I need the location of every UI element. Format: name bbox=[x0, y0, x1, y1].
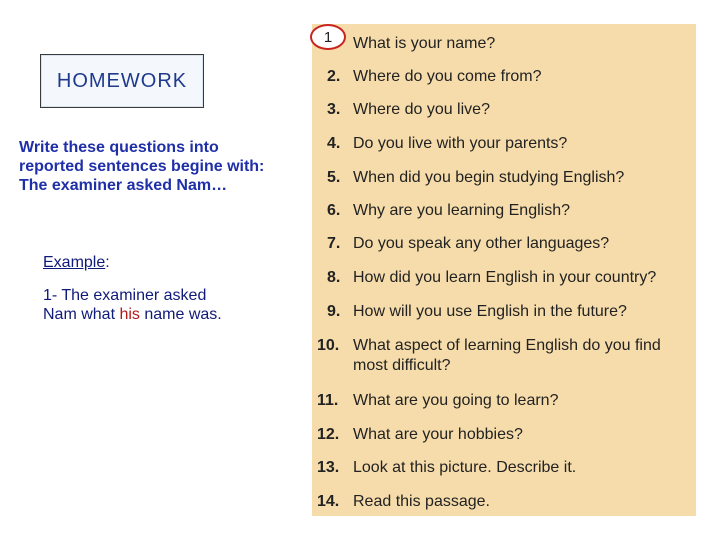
question-text: Look at this picture. Describe it. bbox=[353, 459, 577, 476]
question-number: 2. bbox=[327, 68, 341, 85]
question-number: 3. bbox=[327, 101, 341, 118]
question-text: How will you use English in the future? bbox=[353, 303, 627, 320]
example-heading bbox=[43, 254, 110, 272]
question-text: What are you going to learn? bbox=[353, 392, 559, 409]
question-text: When did you begin studying English? bbox=[353, 169, 625, 186]
question-number: 6. bbox=[327, 202, 341, 219]
example-answer bbox=[43, 286, 293, 324]
question-text: Do you live with your parents? bbox=[353, 135, 568, 152]
question-number: 11. bbox=[317, 392, 339, 409]
instruction-line: The examiner asked Nam… bbox=[19, 177, 228, 194]
example-line-1: 1- The examiner asked bbox=[43, 287, 207, 304]
example-label: Example bbox=[43, 254, 106, 271]
question-number: 12. bbox=[317, 426, 340, 443]
question-text: Where do you live? bbox=[353, 101, 490, 118]
question-number: 10. bbox=[317, 337, 340, 354]
homework-title-box bbox=[40, 54, 204, 108]
question-number: 9. bbox=[327, 303, 341, 320]
question-number: 8. bbox=[327, 269, 341, 286]
question-number: 14. bbox=[317, 493, 340, 510]
example-highlight-word: his bbox=[119, 306, 140, 323]
question-text: What are your hobbies? bbox=[353, 426, 523, 443]
question-text: Where do you come from? bbox=[353, 68, 542, 85]
instruction-line: Write these questions into bbox=[19, 139, 219, 156]
homework-title: HOMEWORK bbox=[56, 69, 188, 92]
question-text: What is your name? bbox=[353, 35, 496, 52]
question-text: Why are you learning English? bbox=[353, 202, 571, 219]
question-text: What aspect of learning English do you find most difficult? bbox=[353, 337, 661, 374]
question-number: 5. bbox=[327, 169, 341, 186]
question-text: Do you speak any other languages? bbox=[353, 235, 610, 252]
question-number: 4. bbox=[327, 135, 341, 152]
question-number: 13. bbox=[317, 459, 340, 476]
question-number-badge: 1 bbox=[310, 24, 346, 50]
instruction-line: reported sentences begine with: bbox=[19, 158, 265, 175]
questions-panel bbox=[312, 24, 696, 516]
example-line-2-suffix: name was. bbox=[139, 306, 222, 323]
question-text: Read this passage. bbox=[353, 493, 490, 510]
question-text: How did you learn English in your country? bbox=[353, 269, 657, 286]
instructions bbox=[19, 138, 319, 195]
example-line-2-prefix: Nam what bbox=[43, 306, 120, 323]
example-colon: : bbox=[105, 254, 110, 271]
example-line-2 bbox=[43, 305, 293, 324]
question-number: 7. bbox=[327, 235, 341, 252]
